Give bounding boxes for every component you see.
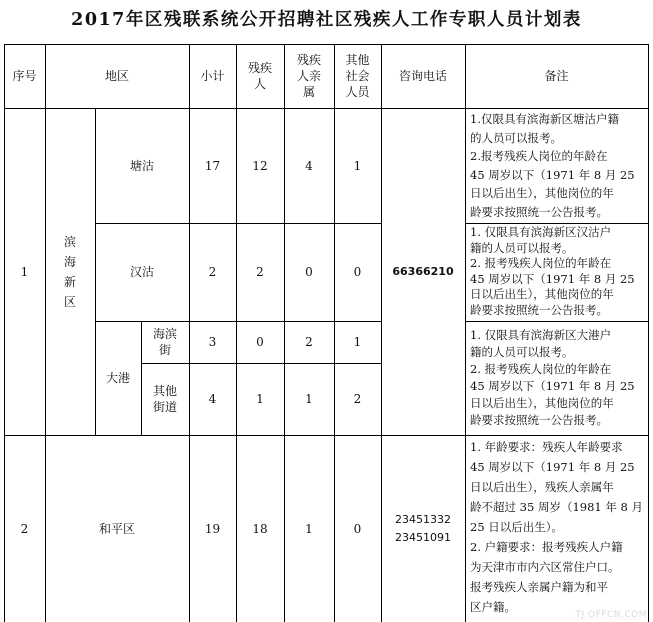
dagang-name: 大港 [105,371,130,385]
recruitment-plan-table [4,44,649,622]
haibin-name: 海滨 街 [152,327,177,357]
row1-district: 滨 海 新 区 [63,234,76,309]
header-phone: 咨询电话 [398,69,447,83]
row1-phone: 66366210 [392,264,454,278]
header-relatives: 残疾 人亲 属 [296,53,321,99]
qita-disabled: 1 [256,392,264,406]
hangu-name: 汉沽 [129,265,154,279]
qita-relatives: 1 [305,392,313,406]
heping-relatives: 1 [305,521,313,536]
dagang-notes: 1. 仅限具有滨海新区大港户 籍的人员可以报考。 2. 报考残疾人岗位的年龄在 45 周岁以下（1971 年 8 月 25 日以后出生），其他岗位的年 龄要求按照统一公告报考。 [470,328,635,427]
haibin-others: 1 [353,335,362,349]
tanggu-notes: 1.仅限具有滨海新区塘沽户籍 的人员可以报考。 2.报考残疾人岗位的年龄在 45 周岁以下（1971 年 8 月 25 日以后出生），其他岗位的年 龄要求按照统一公告报考。 [470,112,635,219]
header-seq: 序号 [12,69,37,83]
hangu-relatives: 0 [305,265,313,279]
watermark: TJ.OFFCN.COM [575,610,647,620]
hangu-notes: 1. 仅限具有滨海新区汉沽户 籍的人员可以报考。 2. 报考残疾人岗位的年龄在 45 周岁以下（1971 年 8 月 25 日以后出生），其他岗位的年 龄要求按照统一公告报考。 [470,225,635,317]
tanggu-name: 塘沽 [129,158,154,173]
haibin-relatives: 2 [305,335,313,349]
header-notes: 备注 [544,69,569,83]
haibin-subtotal: 3 [208,335,217,349]
header-area: 地区 [104,69,129,83]
heping-name: 和平区 [98,521,135,536]
haibin-disabled: 0 [256,335,264,349]
heping-subtotal: 19 [204,521,221,536]
header-subtotal: 小计 [200,69,225,83]
hangu-disabled: 2 [256,265,264,279]
heping-phone: 23451332 23451091 [395,512,451,544]
row1-seq: 1 [20,264,29,279]
tanggu-others: 1 [353,158,362,173]
tanggu-subtotal: 17 [204,158,221,173]
heping-others: 0 [353,521,362,536]
qita-name: 其他 街道 [152,384,177,414]
tanggu-disabled: 12 [252,158,268,173]
hangu-others: 0 [353,265,362,279]
qita-subtotal: 4 [208,392,217,406]
tanggu-relatives: 4 [305,158,313,173]
heping-notes: 1. 年龄要求：残疾人年龄要求 45 周岁以下（1971 年 8 月 25 日以后出生），残疾人亲属年 龄不超过 35 周岁（1981 年 8 月 25 日以后出生）。 2. 户籍要求：报考残疾人户籍 为天津市市内六区常住户口。 报考残疾人亲属户籍为和平 区户籍。 [470,440,643,614]
page-title: 2017年区残联系统公开招聘社区残疾人工作专职人员计划表 [71,10,582,30]
header-others: 其他 社会 人员 [345,53,370,99]
header-disabled: 残疾 人 [247,61,272,91]
hangu-subtotal: 2 [208,265,217,279]
row2-seq: 2 [20,521,29,536]
heping-disabled: 18 [252,521,268,536]
qita-others: 2 [353,392,362,406]
